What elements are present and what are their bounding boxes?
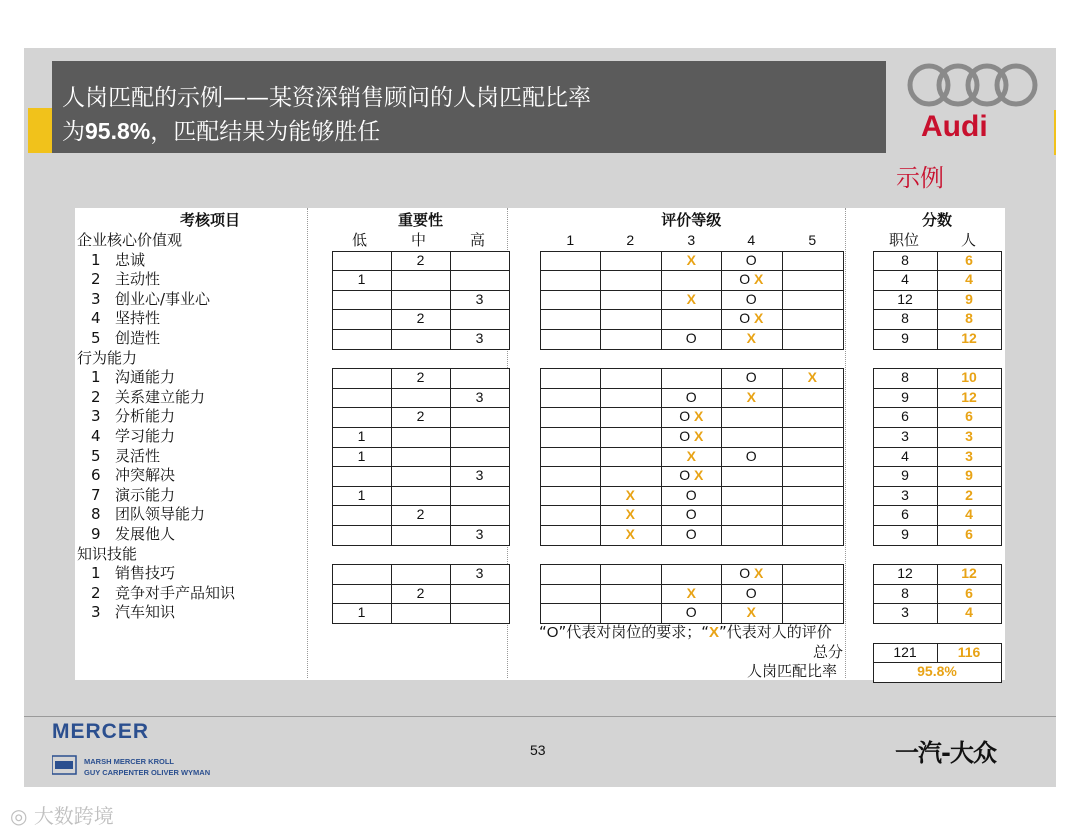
rating-mark xyxy=(661,329,722,348)
row-name: 忠诚 xyxy=(115,250,146,269)
grid-cell xyxy=(540,486,602,507)
matching-table xyxy=(75,208,1005,680)
example-tag: 示例 xyxy=(896,164,944,192)
section-title: 企业核心价值观 xyxy=(77,231,183,249)
row-index: 2 xyxy=(91,387,101,406)
grid-cell xyxy=(332,329,392,350)
importance-value: 2 xyxy=(416,408,425,425)
rating-mark xyxy=(782,368,843,387)
importance-value: 1 xyxy=(357,486,366,503)
legend-note xyxy=(539,623,832,642)
score-position: 6 xyxy=(901,408,909,425)
grid-cell xyxy=(391,290,451,311)
row-index: 1 xyxy=(91,564,101,583)
legend-quote: “ xyxy=(539,623,547,641)
o-mark: O xyxy=(679,408,694,425)
page-number: 53 xyxy=(530,742,546,758)
x-mark: X xyxy=(746,604,756,621)
row-name: 关系建立能力 xyxy=(115,387,206,406)
rating-mark xyxy=(661,427,722,446)
grid-cell xyxy=(540,290,602,311)
row-name: 销售技巧 xyxy=(115,564,176,583)
header-score: 分数 xyxy=(921,211,952,229)
grid-cell xyxy=(661,564,723,585)
grid-cell xyxy=(782,329,844,350)
score-position: 9 xyxy=(901,388,909,405)
o-mark: O xyxy=(679,467,694,484)
grid-cell xyxy=(540,329,602,350)
subheader-importance: 低 xyxy=(352,231,368,249)
rating-mark xyxy=(600,486,661,505)
grid-cell xyxy=(782,309,844,330)
grid-cell xyxy=(600,251,662,272)
grid-cell xyxy=(600,603,662,624)
importance-value: 1 xyxy=(357,604,366,621)
grid-cell xyxy=(332,584,392,605)
grid-cell xyxy=(540,388,602,409)
mercer-group-logo xyxy=(52,752,252,780)
header-item: 考核项目 xyxy=(179,211,240,229)
grid-cell xyxy=(782,270,844,291)
subheader-importance: 高 xyxy=(470,231,486,249)
row-index: 5 xyxy=(91,446,101,465)
grid-cell xyxy=(600,270,662,291)
grid-cell xyxy=(782,388,844,409)
importance-value: 3 xyxy=(475,330,484,346)
rating-mark xyxy=(721,368,782,387)
row-name: 分析能力 xyxy=(115,407,176,426)
row-name: 学习能力 xyxy=(115,427,176,445)
subheader-rating: 3 xyxy=(687,232,696,248)
rating-mark xyxy=(661,388,722,407)
grid-cell xyxy=(540,270,602,291)
grid-cell xyxy=(721,525,783,546)
header-rating: 评价等级 xyxy=(661,211,722,229)
score-position: 3 xyxy=(901,604,909,621)
row-index: 4 xyxy=(91,427,101,445)
score-position: 9 xyxy=(901,330,909,346)
grid-cell xyxy=(540,505,602,526)
legend-o: O xyxy=(546,624,559,641)
subheader-rating: 5 xyxy=(808,232,817,248)
rating-mark xyxy=(721,251,782,270)
rating-mark xyxy=(661,584,722,603)
grid-cell xyxy=(540,309,602,330)
importance-value: 2 xyxy=(416,369,425,386)
grid-cell xyxy=(540,368,602,389)
row-index: 2 xyxy=(91,270,101,289)
grid-cell xyxy=(391,447,451,468)
row-name: 团队领导能力 xyxy=(115,505,206,524)
o-mark: O xyxy=(685,330,697,346)
importance-value: 3 xyxy=(475,467,484,484)
grid-cell xyxy=(782,525,844,546)
title-line-1: 人岗匹配的示例——某资深销售顾问的人岗匹配比率 xyxy=(62,85,591,111)
rating-mark xyxy=(721,564,782,583)
grid-cell xyxy=(600,290,662,311)
svg-text:MARSH MERCER KROLL: MARSH MERCER KROLL xyxy=(84,757,174,766)
score-position: 9 xyxy=(901,467,909,484)
rating-mark xyxy=(721,447,782,466)
row-index: 3 xyxy=(91,603,101,622)
row-name: 演示能力 xyxy=(115,485,176,504)
grid-cell xyxy=(332,564,392,585)
o-mark: O xyxy=(685,486,697,503)
score-person: 12 xyxy=(961,565,977,582)
x-mark: X xyxy=(746,388,756,405)
score-person: 12 xyxy=(961,330,977,346)
grid-cell xyxy=(661,309,723,330)
grid-cell xyxy=(661,270,723,291)
grid-cell xyxy=(391,486,451,507)
grid-cell xyxy=(600,427,662,448)
score-position: 8 xyxy=(901,310,909,327)
rating-mark xyxy=(661,251,722,270)
total-person: 116 xyxy=(957,643,981,660)
grid-cell xyxy=(540,525,602,546)
importance-value: 1 xyxy=(357,428,366,444)
importance-value: 2 xyxy=(416,584,425,601)
score-position: 3 xyxy=(901,428,909,444)
row-name: 主动性 xyxy=(115,270,161,289)
importance-value: 2 xyxy=(416,310,425,327)
row-name: 沟通能力 xyxy=(115,368,176,387)
grid-cell xyxy=(391,603,451,624)
grid-cell xyxy=(600,309,662,330)
score-person: 9 xyxy=(965,290,973,307)
grid-cell xyxy=(332,309,392,330)
importance-value: 3 xyxy=(475,526,484,542)
grid-cell xyxy=(450,486,510,507)
x-mark: X xyxy=(686,290,696,307)
grid-cell xyxy=(391,388,451,409)
rating-mark xyxy=(661,407,722,426)
rating-mark xyxy=(721,584,782,603)
rating-mark xyxy=(721,329,782,348)
x-mark: X xyxy=(753,310,764,327)
o-mark: O xyxy=(685,388,697,405)
o-mark: O xyxy=(679,428,694,444)
grid-cell xyxy=(332,388,392,409)
row-index: 1 xyxy=(91,250,101,269)
x-mark: X xyxy=(693,408,704,425)
grid-cell xyxy=(391,564,451,585)
grid-cell xyxy=(600,368,662,389)
legend-mid: ”代表对岗位的要求；“ xyxy=(558,623,709,641)
grid-cell xyxy=(782,603,844,624)
grid-cell xyxy=(721,505,783,526)
x-mark: X xyxy=(625,486,635,503)
row-name: 灵活性 xyxy=(115,446,161,465)
row-index: 2 xyxy=(91,583,101,602)
total-position: 121 xyxy=(893,643,917,660)
row-name: 创业心/事业心 xyxy=(115,289,211,308)
grid-cell xyxy=(721,427,783,448)
score-person: 10 xyxy=(961,369,977,386)
x-mark: X xyxy=(686,251,696,268)
grid-cell xyxy=(391,525,451,546)
subheader-score: 职位 xyxy=(889,231,920,249)
score-position: 8 xyxy=(901,584,909,601)
row-index: 4 xyxy=(91,309,101,328)
page-title xyxy=(62,82,862,149)
rating-mark xyxy=(661,505,722,524)
grid-cell xyxy=(450,505,510,526)
score-position: 4 xyxy=(901,447,909,464)
grid-cell xyxy=(450,407,510,428)
row-index: 3 xyxy=(91,407,101,426)
grid-cell xyxy=(332,525,392,546)
subheader-rating: 1 xyxy=(566,232,575,248)
x-mark: X xyxy=(686,584,696,601)
rating-mark xyxy=(721,603,782,622)
grid-cell xyxy=(450,584,510,605)
grid-cell xyxy=(661,368,723,389)
grid-cell xyxy=(782,427,844,448)
grid-cell xyxy=(782,251,844,272)
rating-mark xyxy=(661,466,722,485)
o-mark: O xyxy=(685,604,697,621)
ratio-label: 人岗匹配比率 xyxy=(747,662,838,681)
grid-cell xyxy=(782,466,844,487)
grid-cell xyxy=(332,466,392,487)
grid-cell xyxy=(450,270,510,291)
score-position: 12 xyxy=(897,290,913,307)
row-index: 9 xyxy=(91,525,101,543)
score-person: 6 xyxy=(965,251,973,268)
o-mark: O xyxy=(745,290,757,307)
score-person: 9 xyxy=(965,467,973,484)
x-mark: X xyxy=(625,506,635,523)
grid-cell xyxy=(782,584,844,605)
grid-cell xyxy=(332,290,392,311)
grid-cell xyxy=(450,251,510,272)
score-person: 8 xyxy=(965,310,973,327)
o-mark: O xyxy=(739,565,754,582)
rating-mark xyxy=(661,603,722,622)
o-mark: O xyxy=(685,506,697,523)
grid-cell xyxy=(540,251,602,272)
grid-cell xyxy=(600,466,662,487)
row-name: 发展他人 xyxy=(115,525,176,543)
x-mark: X xyxy=(807,369,817,386)
row-index: 7 xyxy=(91,485,101,504)
grid-cell xyxy=(332,368,392,389)
section-title: 知识技能 xyxy=(77,544,138,563)
grid-cell xyxy=(782,564,844,585)
x-mark: X xyxy=(686,447,696,464)
mercer-logo: MERCER xyxy=(52,720,150,743)
rating-mark xyxy=(600,525,661,544)
score-position: 8 xyxy=(901,251,909,268)
legend-end: ”代表对人的评价 xyxy=(719,623,832,641)
subheader-rating: 4 xyxy=(747,232,756,248)
watermark xyxy=(10,800,114,829)
grid-cell xyxy=(721,486,783,507)
score-person: 4 xyxy=(965,506,973,523)
rating-mark xyxy=(721,388,782,407)
x-mark: X xyxy=(693,428,704,444)
rating-mark xyxy=(600,505,661,524)
importance-value: 2 xyxy=(416,251,425,268)
header-importance: 重要性 xyxy=(397,211,443,229)
grid-cell xyxy=(540,584,602,605)
grid-cell xyxy=(782,486,844,507)
grid-cell xyxy=(391,466,451,487)
score-person: 4 xyxy=(965,271,973,288)
row-index: 8 xyxy=(91,505,101,524)
score-position: 4 xyxy=(901,271,909,288)
row-index: 1 xyxy=(91,368,101,387)
o-mark: O xyxy=(739,271,754,288)
grid-cell xyxy=(540,564,602,585)
rating-mark xyxy=(661,447,722,466)
grid-cell xyxy=(721,466,783,487)
o-mark: O xyxy=(745,369,757,386)
score-position: 9 xyxy=(901,526,909,542)
grid-cell xyxy=(450,603,510,624)
table-divider xyxy=(845,208,846,678)
audi-wordmark: Audi xyxy=(921,110,988,143)
grid-cell xyxy=(450,309,510,330)
grid-cell xyxy=(332,407,392,428)
score-person: 6 xyxy=(965,408,973,425)
grid-cell xyxy=(391,427,451,448)
grid-cell xyxy=(721,407,783,428)
x-mark: X xyxy=(746,330,756,346)
o-mark: O xyxy=(739,310,754,327)
rating-mark xyxy=(721,270,782,289)
subheader-score: 人 xyxy=(961,231,977,249)
row-name: 创造性 xyxy=(115,329,161,347)
score-person: 6 xyxy=(965,526,973,542)
row-name: 冲突解决 xyxy=(115,466,176,485)
score-person: 2 xyxy=(965,486,973,503)
x-mark: X xyxy=(753,565,764,582)
audi-rings-logo xyxy=(905,62,1041,108)
grid-cell xyxy=(332,505,392,526)
grid-cell xyxy=(782,290,844,311)
score-position: 8 xyxy=(901,369,909,386)
score-position: 12 xyxy=(897,565,913,582)
grid-cell xyxy=(600,564,662,585)
title-accent-bar xyxy=(28,108,52,153)
grid-cell xyxy=(600,584,662,605)
o-mark: O xyxy=(745,584,757,601)
row-index: 3 xyxy=(91,289,101,308)
right-accent-bar xyxy=(1054,110,1056,155)
grid-cell xyxy=(450,368,510,389)
grid-cell xyxy=(782,407,844,428)
grid-cell xyxy=(600,447,662,468)
grid-cell xyxy=(450,427,510,448)
o-mark: O xyxy=(685,526,697,542)
score-person: 6 xyxy=(965,584,973,601)
rating-mark xyxy=(661,486,722,505)
legend-x: X xyxy=(709,624,720,641)
o-mark: O xyxy=(745,447,757,464)
subheader-importance: 中 xyxy=(411,231,427,249)
subheader-rating: 2 xyxy=(626,232,635,248)
rating-mark xyxy=(721,290,782,309)
grid-cell xyxy=(600,407,662,428)
importance-value: 1 xyxy=(357,271,366,288)
row-index: 5 xyxy=(91,329,101,347)
grid-cell xyxy=(600,388,662,409)
row-name: 汽车知识 xyxy=(115,603,176,622)
score-person: 12 xyxy=(961,388,977,405)
score-person: 3 xyxy=(965,447,973,464)
grid-cell xyxy=(540,603,602,624)
grid-cell xyxy=(540,427,602,448)
grid-cell xyxy=(782,505,844,526)
faw-vw-logo: 一汽-大众 xyxy=(895,739,996,767)
grid-cell xyxy=(332,251,392,272)
rating-mark xyxy=(661,525,722,544)
rating-mark xyxy=(661,290,722,309)
ratio-value: 95.8% xyxy=(917,663,957,680)
x-mark: X xyxy=(625,526,635,542)
watermark-icon: ◎ xyxy=(10,804,34,828)
section-title: 行为能力 xyxy=(77,348,138,367)
svg-text:GUY CARPENTER OLIVER WYMAN: GUY CARPENTER OLIVER WYMAN xyxy=(84,768,211,777)
grid-cell xyxy=(540,447,602,468)
importance-value: 3 xyxy=(475,565,484,582)
score-position: 6 xyxy=(901,506,909,523)
importance-value: 1 xyxy=(357,447,366,464)
importance-value: 3 xyxy=(475,290,484,307)
score-position: 3 xyxy=(901,486,909,503)
row-name: 坚持性 xyxy=(115,309,161,328)
title-line-2: 为95.8%，匹配结果为能够胜任 xyxy=(62,118,381,145)
row-name: 竞争对手产品知识 xyxy=(115,583,236,602)
x-mark: X xyxy=(693,467,704,484)
watermark-text: 大数跨境 xyxy=(33,804,114,828)
score-person: 3 xyxy=(965,428,973,444)
o-mark: O xyxy=(745,251,757,268)
rating-mark xyxy=(721,309,782,328)
table-divider xyxy=(307,208,308,678)
grid-cell xyxy=(540,466,602,487)
grid-cell xyxy=(391,329,451,350)
row-index: 6 xyxy=(91,466,101,485)
importance-value: 3 xyxy=(475,388,484,405)
grid-cell xyxy=(450,447,510,468)
total-label: 总分 xyxy=(813,642,844,661)
grid-cell xyxy=(391,270,451,291)
x-mark: X xyxy=(753,271,764,288)
score-person: 4 xyxy=(965,604,973,621)
importance-value: 2 xyxy=(416,506,425,523)
grid-cell xyxy=(782,447,844,468)
grid-cell xyxy=(600,329,662,350)
grid-cell xyxy=(540,407,602,428)
